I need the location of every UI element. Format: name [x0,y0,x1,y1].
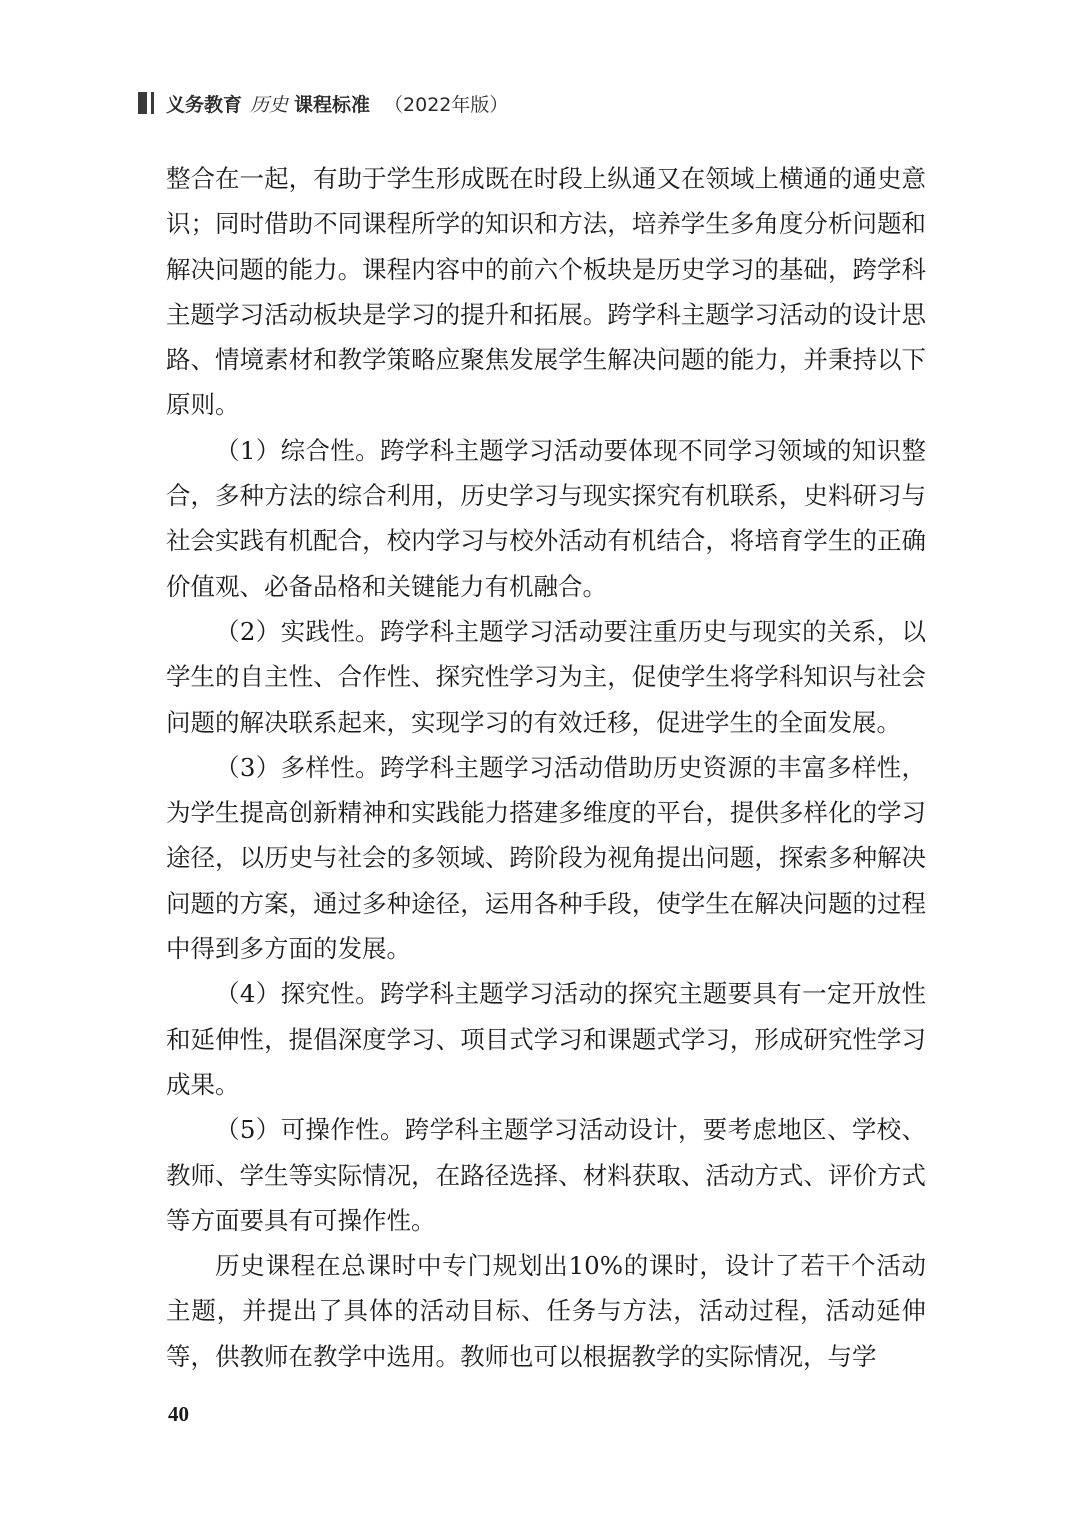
paragraph-principle-1: （1）综合性。跨学科主题学习活动要体现不同学习领域的知识整合，多种方法的综合利用，历史学习与现实探究有机联系，史料研习与社会实践有机配合，校内学习与校外活动有机结合，将培育学生的正确价值观、必备品格和关键能力有机融合。 [166,435,926,601]
paragraph-principle-2: （2）实践性。跨学科主题学习活动要注重历史与现实的关系，以学生的自主性、合作性、探究性学习为主，促使学生将学科知识与社会问题的解决联系起来，实现学习的有效迁移，促进学生的全面发展。 [166,616,926,737]
paragraph-principle-4: （4）探究性。跨学科主题学习活动的探究主题要具有一定开放性和延伸性，提倡深度学习、项目式学习和课题式学习，形成研究性学习成果。 [166,979,926,1099]
header-title [166,90,510,117]
page-number: 40 [168,1402,189,1426]
header-doc: 课程标准 [294,93,371,116]
paragraph-principle-5: （5）可操作性。跨学科主题学习活动设计，要考虑地区、学校、教师、学生等实际情况，在路径选择、材料获取、活动方式、评价方式等方面要具有可操作性。 [166,1115,926,1235]
header-bar-icon [138,92,154,114]
paragraph-principle-3: （3）多样性。跨学科主题学习活动借助历史资源的丰富多样性，为学生提高创新精神和实践能力搭建多维度的平台，提供多样化的学习途径，以历史与社会的多领域、跨阶段为视角提出问题，探索多种解决问题的方案，通过多种途径，运用各种手段，使学生在解决问题的过程中得到多方面的发展。 [166,752,926,964]
header-edition: （2022年版） [384,93,509,116]
body-text [166,156,926,1379]
header-book: 义务教育 [166,93,243,116]
paragraph-continuation: 整合在一起，有助于学生形成既在时段上纵通又在领域上横通的通史意识；同时借助不同课程所学的知识和方法，培养学生多角度分析问题和解决问题的能力。课程内容中的前六个板块是历史学习的基础，跨学科主题学习活动板块是学习的提升和拓展。跨学科主题学习活动的设计思路、情境素材和教学策略应聚焦发展学生解决问题的能力，并秉持以下原则。 [166,164,926,420]
paragraph-course-hours: 历史课程在总课时中专门规划出10%的课时，设计了若干个活动主题，并提出了具体的活动目标、任务与方法，活动过程，活动延伸等，供教师在教学中选用。教师也可以根据教学的实际情况，与学 [166,1251,926,1371]
running-header [138,88,510,118]
header-subject: 历史 [250,93,289,116]
